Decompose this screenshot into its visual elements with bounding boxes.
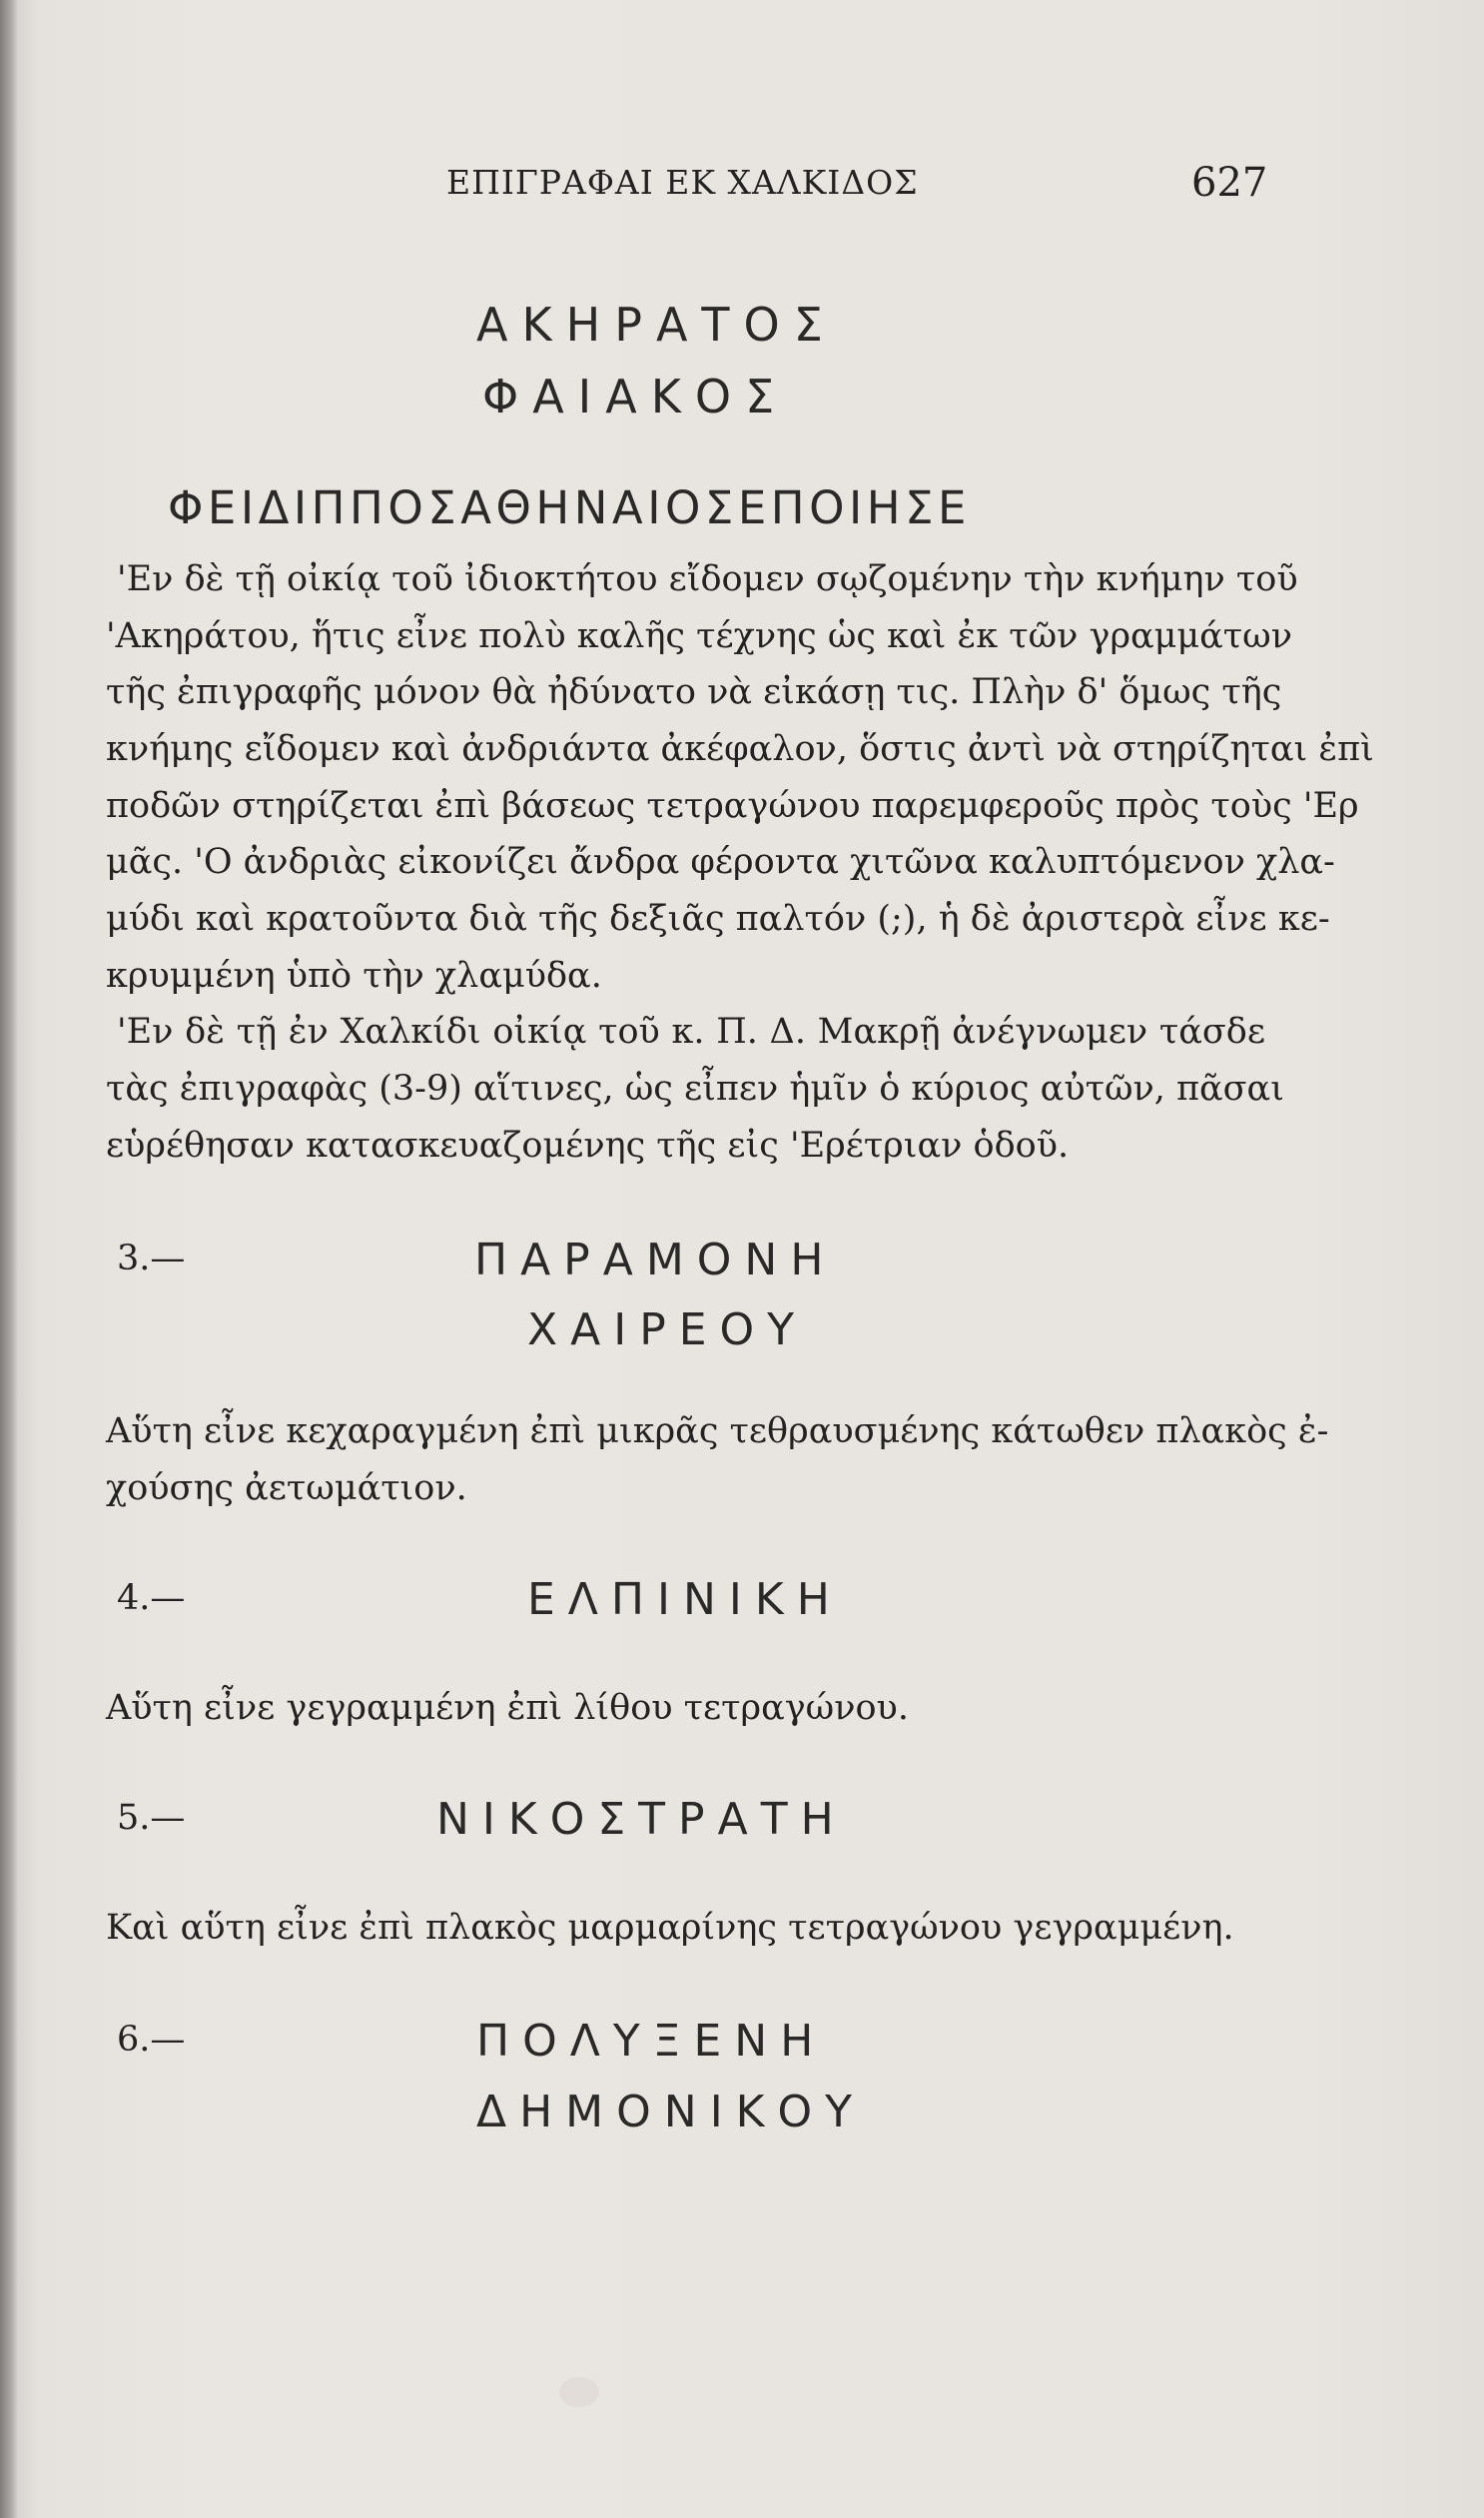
entry-number: 3.—	[117, 1239, 186, 1278]
text-line: τὰς ἐπιγραφὰς (3-9) αἵτινες, ὡς εἶπεν ἡμῖν ὁ κύριος αὐτῶν, πᾶσαι	[106, 1069, 1284, 1109]
text-line: 'Εν δὲ τῇ ἐν Χαλκίδι οἰκίᾳ τοῦ κ. Π. Δ. Μακρῇ ἀνέγνωμεν τάσδε	[117, 1012, 1265, 1052]
inscription-line: ΦΑΙΑΚΟΣ	[482, 370, 789, 423]
text-line: κνήμης εἴδομεν καὶ ἀνδριάντα ἀκέφαλον, ὅστις ἀντὶ νὰ στηρίζηται ἐπὶ	[106, 729, 1374, 769]
page-number: 627	[1191, 160, 1268, 206]
book-spine-shadow	[0, 0, 18, 2518]
text-line: 'Ακηράτου, ἥτις εἶνε πολὺ καλῆς τέχνης ὡς καὶ ἐκ τῶν γραμμάτων	[106, 616, 1292, 656]
running-title: ΕΠΙΓΡΑΦΑΙ ΕΚ ΧΑΛΚΙΔΟΣ	[446, 163, 919, 202]
text-line: 'Εν δὲ τῇ οἰκίᾳ τοῦ ἰδιοκτήτου εἴδομεν σῳζομένην τὴν κνήμην τοῦ	[117, 559, 1298, 599]
inscription-line: ΔΗΜΟΝΙΚΟΥ	[476, 2087, 866, 2137]
text-line: Αὕτη εἶνε κεχαραγμένη ἐπὶ μικρᾶς τεθραυσμένης κάτωθεν πλακὸς ἐ-	[106, 1411, 1329, 1451]
entry-number: 4.—	[117, 1578, 186, 1618]
text-line: μύδι καὶ κρατοῦντα διὰ τῆς δεξιᾶς παλτόν (;), ἡ δὲ ἀριστερὰ εἶνε κε-	[106, 899, 1330, 939]
entry-number: 5.—	[117, 1798, 186, 1838]
paper-stain	[559, 2377, 599, 2407]
text-line: κρυμμένη ὑπὸ τὴν χλαμύδα.	[106, 956, 602, 996]
text-line: Αὕτη εἶνε γεγραμμένη ἐπὶ λίθου τετραγώνου.	[106, 1688, 909, 1728]
inscription-line: ΦΕΙΔΙΠΠΟΣΑΘΗΝΑΙΟΣΕΠΟΙΗΣΕ	[168, 481, 971, 534]
inscription-line: ΑΚΗΡΑΤΟΣ	[476, 298, 837, 352]
inscription-line: ΠΟΛΥΞΕΝΗ	[476, 2016, 827, 2067]
inscription-line: ΠΑΡΑΜΟΝΗ	[474, 1235, 837, 1285]
inscription-line: ΕΛΠΙΝΙΚΗ	[527, 1574, 843, 1625]
entry-number: 6.—	[117, 2020, 186, 2060]
inscription-line: ΧΑΙΡΕΟΥ	[527, 1304, 808, 1355]
inscription-line: ΝΙΚΟΣΤΡΑΤΗ	[436, 1794, 847, 1845]
text-line: χούσης ἀετωμάτιον.	[106, 1468, 467, 1508]
text-line: τῆς ἐπιγραφῆς μόνον θὰ ἠδύνατο νὰ εἰκάσῃ τις. Πλὴν δ' ὅμως τῆς	[106, 672, 1282, 712]
text-line: εὑρέθησαν κατασκευαζομένης τῆς εἰς 'Ερέτριαν ὁδοῦ.	[106, 1126, 1070, 1166]
text-line: ποδῶν στηρίζεται ἐπὶ βάσεως τετραγώνου παρεμφεροῦς πρὸς τοὺς 'Ερ	[106, 786, 1359, 826]
text-line: μᾶς. 'Ο ἀνδριὰς εἰκονίζει ἄνδρα φέροντα χιτῶνα καλυπτόμενον χλα-	[106, 842, 1335, 882]
text-line: Καὶ αὕτη εἶνε ἐπὶ πλακὸς μαρμαρίνης τετραγώνου γεγραμμένη.	[106, 1908, 1234, 1948]
